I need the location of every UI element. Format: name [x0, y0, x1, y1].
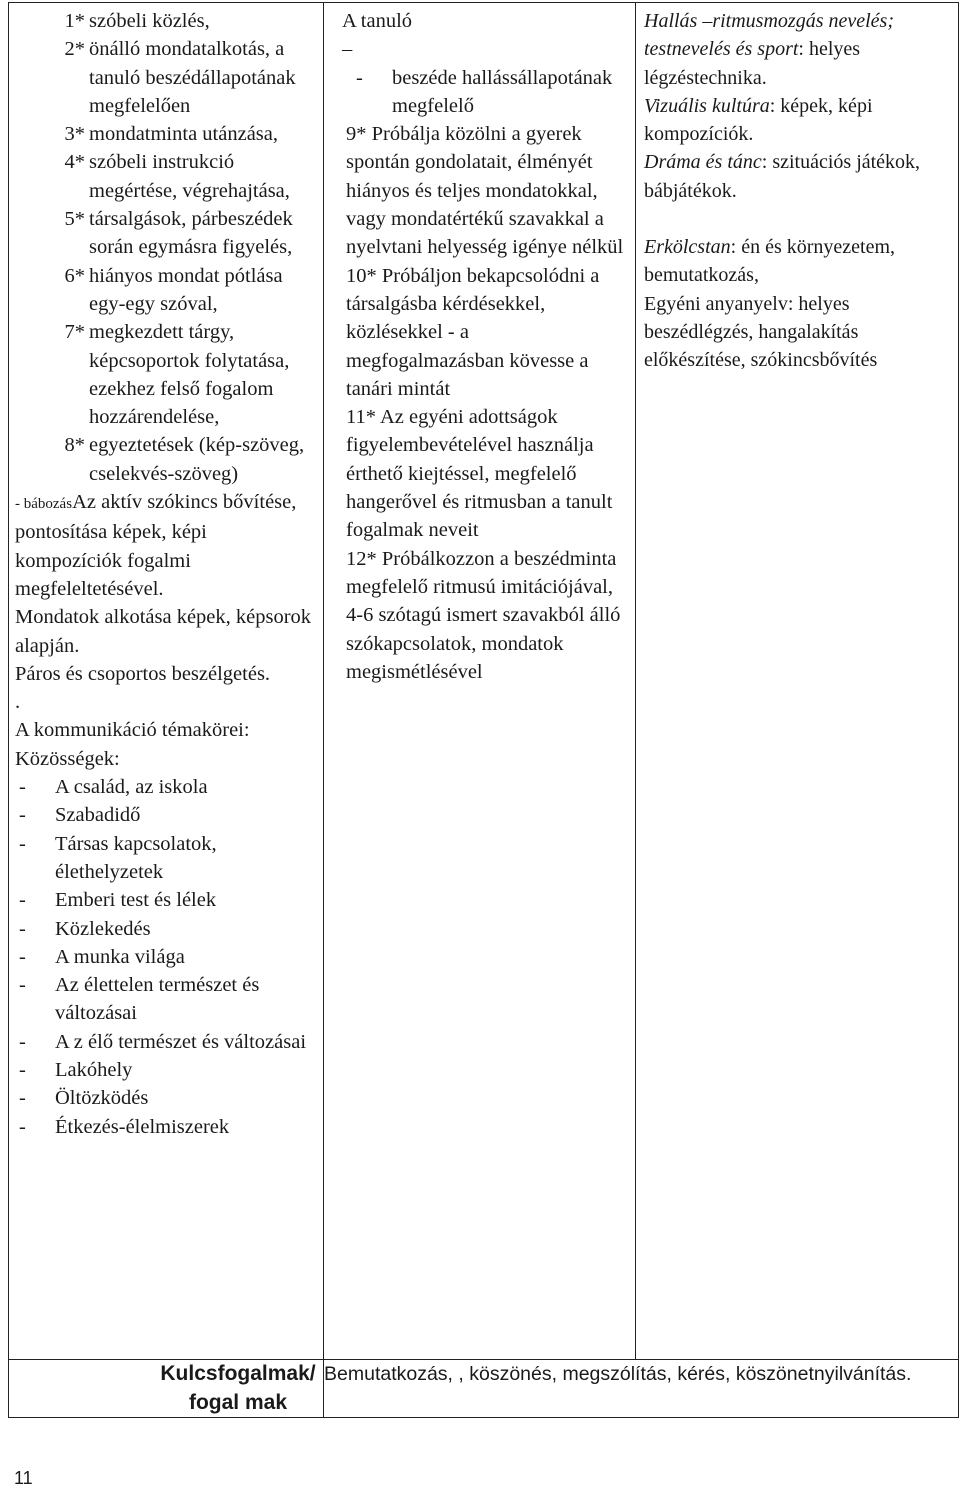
topic-item: - Emberi test és lélek — [19, 889, 217, 912]
key-concepts-row — [9, 1360, 959, 1418]
topic-item: - Étkezés-élelmiszerek — [19, 1115, 230, 1138]
numbered-activity — [15, 262, 317, 319]
numbered-activity — [15, 431, 317, 488]
topic-item: - Szabadidő — [19, 804, 141, 827]
activity-number: 5* — [64, 208, 85, 231]
learner-heading: A tanuló — [342, 10, 413, 32]
key-concepts-value: Bemutatkozás, , köszönés, megszólítás, kérés, köszönetnyilvánítás. — [324, 1360, 959, 1418]
activity-number: 2* — [64, 38, 85, 61]
activity-paragraph: - bábozásAz aktív szókincs bővítése, pontosítása képek, képi kompozíciók fogalmi megfeleltetésével. — [15, 491, 297, 600]
activity-text: szóbeli instrukció megértése, végrehajtása, — [89, 151, 290, 202]
connection-paragraph: Dráma és tánc: szituációs játékok, bábjátékok. — [644, 151, 921, 202]
learner-heading-dash: – — [342, 38, 353, 61]
numbered-activity — [15, 318, 317, 431]
topic-item: - A z élő természet és változásai — [19, 1030, 307, 1053]
topic-item: - Öltözködés — [19, 1087, 149, 1110]
numbered-activity — [15, 35, 317, 120]
connection-paragraph: Vizuális kultúra: képek, képi kompozíciók. — [644, 94, 873, 146]
outcome-item: 10* Próbáljon bekapcsolódni a társalgásba kérdésekkel, közlésekkel - a megfogalmazásban kövesse a tanári mintát — [346, 264, 600, 400]
outcome-item: 12* Próbálkozzon a beszédminta megfelelő ritmusú imitációjával, 4-6 szótagú ismert szavakból álló szókapcsolatok, mondatok megismétlésével — [346, 547, 621, 683]
topic-item: - A munka világa — [19, 945, 185, 968]
activity-text: önálló mondatalkotás, a tanuló beszédállapotának megfelelően — [89, 38, 296, 117]
activity-text: megkezdett tárgy, képcsoportok folytatása, ezekhez felső fogalom hozzárendelése, — [89, 321, 290, 429]
numbered-activities — [15, 7, 317, 488]
key-concepts-label: Kulcsfogalmak/ fogal mak — [9, 1360, 324, 1418]
activity-number: 6* — [64, 264, 85, 287]
topic-item: - Társas kapcsolatok, élethelyzetek — [19, 832, 217, 883]
activity-text: hiányos mondat pótlása egy-egy szóval, — [89, 264, 283, 315]
topic-item: - Közlekedés — [19, 917, 151, 940]
topic-item: - A család, az iskola — [19, 776, 208, 799]
connection-paragraph: Egyéni anyanyelv: helyes beszédlégzés, hangalakítás előkészítése, szókincsbővítés — [644, 292, 878, 372]
activity-number: 4* — [64, 151, 85, 174]
numbered-activity — [15, 120, 317, 148]
activity-text: szóbeli közlés, — [89, 10, 210, 32]
activity-number: 8* — [64, 434, 85, 457]
small-prefix: - bábozás — [15, 496, 73, 513]
activity-text: társalgások, párbeszédek során egymásra figyelés, — [89, 208, 293, 259]
dash-item: - beszéde hallássállapotának megfelelő — [356, 66, 613, 117]
topic-item: - Az élettelen természet és változásai — [19, 974, 260, 1025]
activity-text: mondatminta utánzása, — [89, 123, 278, 146]
connections-cell — [636, 3, 959, 1360]
page-number: 11 — [14, 1468, 33, 1488]
activity-number: 3* — [64, 123, 85, 146]
connection-paragraph: Hallás –ritmusmozgás nevelés; testnevelés és sport: helyes légzéstechnika. — [644, 10, 894, 89]
numbered-activity — [15, 148, 317, 205]
outcomes-list — [342, 120, 629, 686]
activity-number: 1* — [64, 10, 85, 32]
activities-cell — [9, 3, 324, 1360]
outcome-item: 11* Az egyéni adottságok figyelembevételével használja érthető kiejtéssel, megfelelő hangerővel és ritmusban a tanult fogalmak neveit — [346, 406, 613, 542]
connection-paragraph: Erkölcstan: én és környezetem, bemutatkozás, — [644, 236, 896, 287]
numbered-activity — [15, 205, 317, 262]
dot-line: . — [15, 691, 21, 714]
communities-heading: Közösségek: — [15, 747, 120, 770]
activity-paragraph: Mondatok alkotása képek, képsorok alapján. — [15, 606, 312, 657]
outcome-item: 9* Próbálja közölni a gyerek spontán gondolatait, élményét hiányos és teljes mondatokkal, vagy mondatértékű szavakkal a nyelvtani helyesség igénye nélkül — [346, 123, 624, 259]
topics-list — [15, 773, 317, 1141]
curriculum-table — [8, 2, 959, 1418]
topics-heading: A kommunikáció témakörei: — [15, 719, 250, 742]
outcomes-cell — [324, 3, 636, 1360]
topic-item: - Lakóhely — [19, 1058, 133, 1081]
activity-text: egyeztetések (kép-szöveg, cselekvés-szöveg) — [89, 434, 305, 485]
activity-number: 7* — [64, 321, 85, 344]
activity-paragraph: Páros és csoportos beszélgetés. — [15, 662, 271, 685]
numbered-activity — [15, 7, 317, 35]
content-row — [9, 3, 959, 1360]
